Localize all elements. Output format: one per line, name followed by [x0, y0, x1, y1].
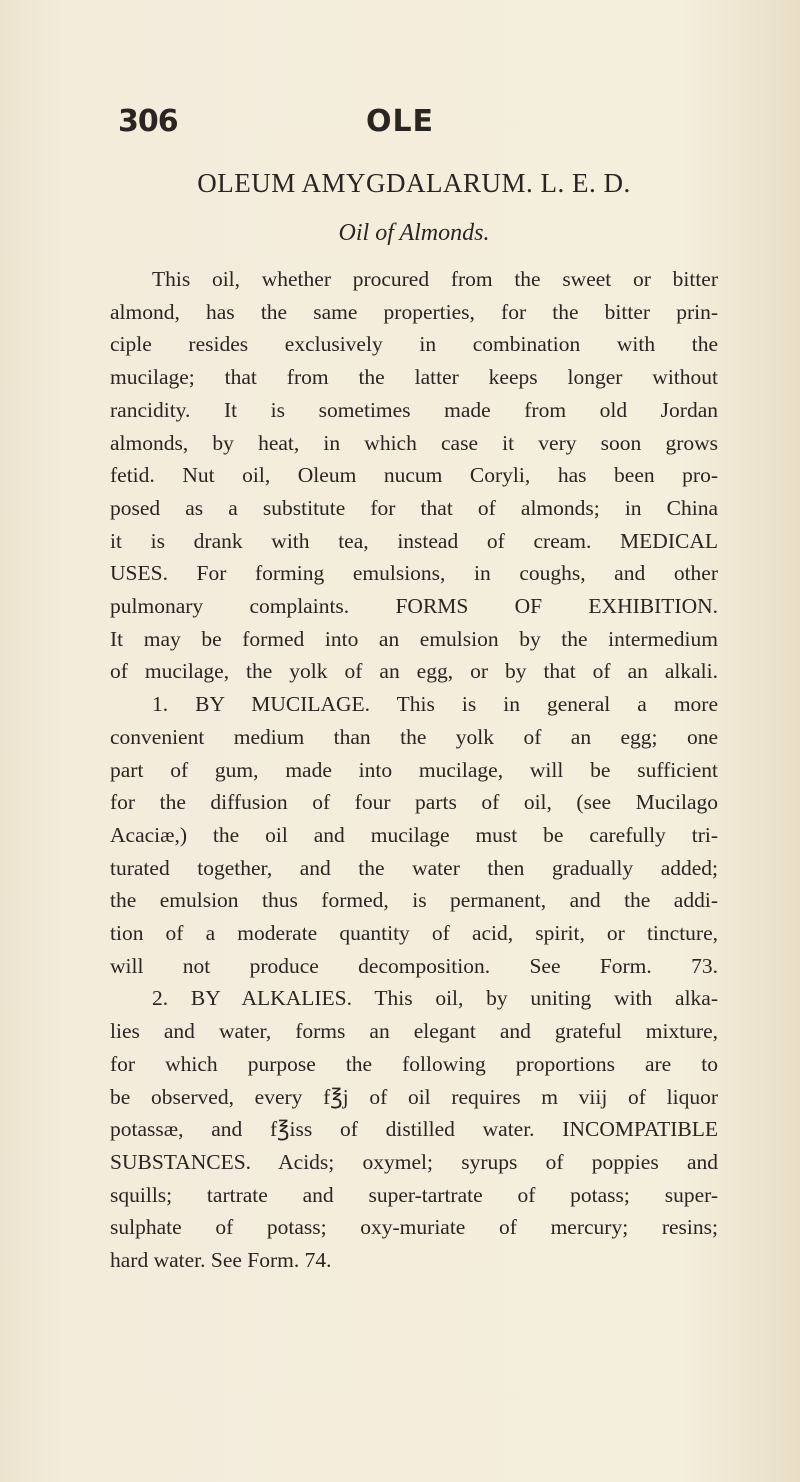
text-line: tion of a moderate quantity of acid, spirit, or tincture, — [110, 921, 718, 946]
text-line: USES. For forming emulsions, in coughs, and other — [110, 561, 718, 586]
text-line: be observed, every f℥j of oil requires m viij of liquor — [110, 1084, 718, 1109]
body-paragraph — [110, 263, 718, 1277]
text-line: pulmonary complaints. FORMS OF EXHIBITION. — [110, 594, 718, 619]
page-number: 306 — [118, 104, 178, 139]
text-line: Acaciæ,) the oil and mucilage must be carefully tri- — [110, 822, 718, 847]
text-line: hard water. See Form. 74. — [110, 1248, 332, 1273]
text-line: 2. BY ALKALIES. This oil, by uniting with alka- — [152, 986, 718, 1011]
page-header — [118, 104, 682, 144]
running-head: OLE — [365, 104, 435, 139]
text-line: posed as a substitute for that of almonds; in China — [110, 495, 718, 520]
text-line: SUBSTANCES. Acids; oxymel; syrups of poppies and — [110, 1149, 718, 1174]
text-line: lies and water, forms an elegant and grateful mixture, — [110, 1019, 718, 1044]
text-line: mucilage; that from the latter keeps longer without — [110, 365, 718, 390]
article-title: OLEUM AMYGDALARUM. L. E. D. — [197, 168, 631, 198]
text-line: for the diffusion of four parts of oil, (see Mucilago — [110, 790, 718, 815]
text-line: almonds, by heat, in which case it very soon grows — [110, 430, 718, 455]
text-line: it is drank with tea, instead of cream. MEDICAL — [110, 528, 718, 553]
text-line: turated together, and the water then gradually added; — [110, 855, 718, 880]
text-line: ciple resides exclusively in combination with the — [110, 332, 718, 357]
text-line: part of gum, made into mucilage, will be sufficient — [110, 757, 718, 782]
article-body — [110, 263, 718, 1277]
text-line: for which purpose the following proportions are to — [110, 1051, 718, 1076]
text-line: potassæ, and f℥iss of distilled water. INCOMPATIBLE — [110, 1117, 718, 1142]
text-line: the emulsion thus formed, is permanent, and the addi- — [110, 888, 718, 913]
text-line: almond, has the same properties, for the bitter prin- — [110, 299, 718, 324]
text-line: It may be formed into an emulsion by the intermedium — [110, 626, 718, 651]
text-line: sulphate of potass; oxy-muriate of mercury; resins; — [110, 1215, 718, 1240]
text-line: convenient medium than the yolk of an egg; one — [110, 724, 718, 749]
text-line: fetid. Nut oil, Oleum nucum Coryli, has been pro- — [110, 463, 718, 488]
text-line: squills; tartrate and super-tartrate of potass; super- — [110, 1182, 718, 1207]
text-line: This oil, whether procured from the sweet or bitter — [152, 267, 718, 291]
text-line: will not produce decomposition. See Form. 73. — [110, 953, 718, 978]
text-line: rancidity. It is sometimes made from old Jordan — [110, 397, 718, 422]
article-subtitle: Oil of Almonds. — [338, 220, 490, 246]
text-line: of mucilage, the yolk of an egg, or by that of an alkali. — [110, 659, 718, 684]
text-line: 1. BY MUCILAGE. This is in general a more — [152, 692, 718, 717]
